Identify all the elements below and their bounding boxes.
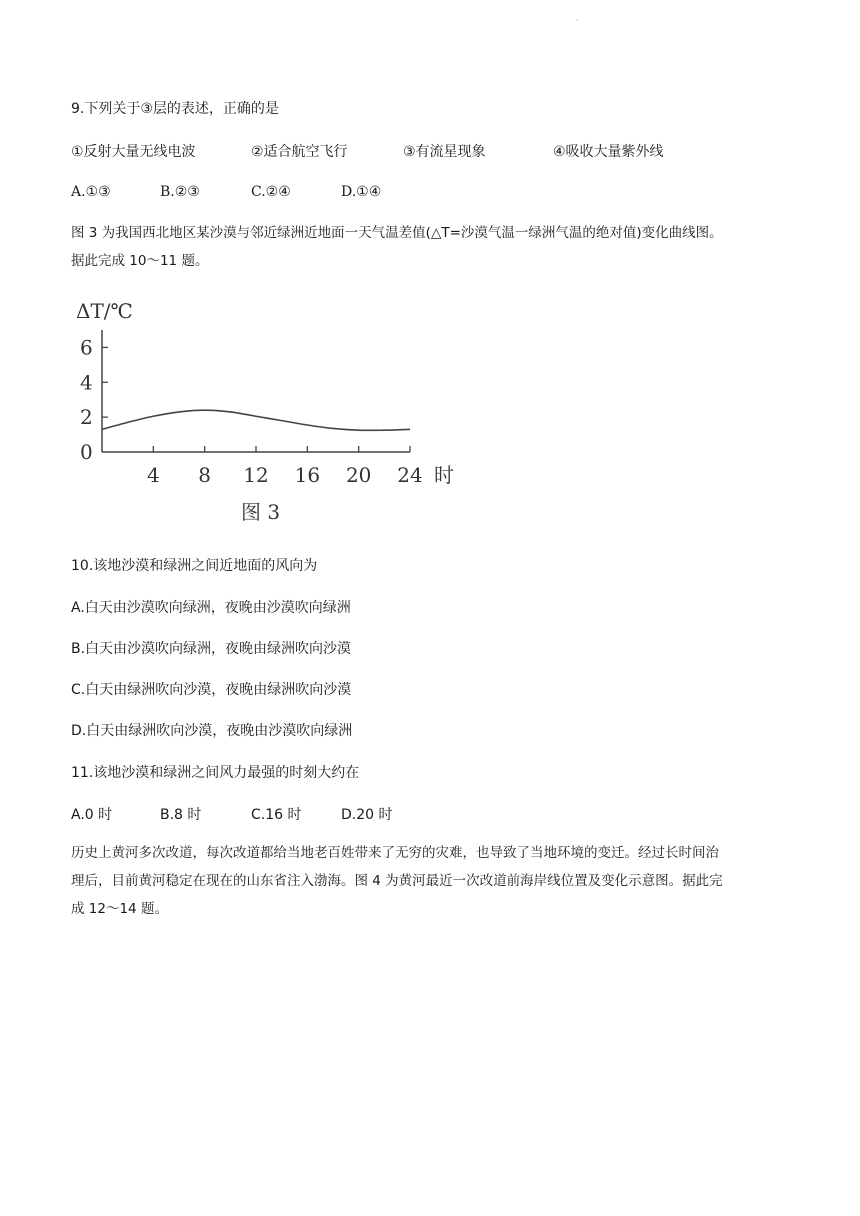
x-tick-label: 20 [345, 463, 372, 487]
q11-option-a: A.0 时 [71, 807, 113, 823]
q9-item-2: ②适合航空飞行 [251, 144, 348, 160]
q10-option-c: C.白天由绿洲吹向沙漠，夜晚由绿洲吹向沙漠 [71, 682, 352, 698]
intro-paragraph-1 [71, 219, 811, 275]
q10-stem: 10.该地沙漠和绿洲之间近地面的风向为 [71, 558, 318, 574]
intro2-line-2: 理后，目前黄河稳定在现在的山东省注入渤海。图 4 为黄河最近一次改道前海岸线位置及变化示意图。据此完 [71, 873, 723, 889]
q10-option-b: B.白天由沙漠吹向绿洲，夜晚由绿洲吹向沙漠 [71, 641, 352, 657]
intro-paragraph-2 [71, 839, 811, 923]
q9-item-3: ③有流星现象 [403, 144, 486, 160]
q9-item-1: ①反射大量无线电波 [71, 144, 196, 160]
x-tick-label: 24 [397, 463, 423, 487]
x-tick-label: 8 [198, 463, 212, 487]
y-tick-label: 4 [80, 370, 93, 395]
q11-stem: 11.该地沙漠和绿洲之间风力最强的时刻大约在 [71, 765, 360, 781]
x-tick-label: 4 [146, 463, 160, 487]
q9-option-d: D.①④ [341, 184, 382, 200]
q9-stem: 9.下列关于③层的表述，正确的是 [71, 101, 279, 117]
q9-option-b: B.②③ [160, 184, 200, 200]
q11-option-d: D.20 时 [341, 807, 393, 823]
delta-t-curve [102, 410, 410, 430]
chart-title: 图 3 [241, 500, 281, 524]
q9-option-c: C.②④ [251, 184, 291, 200]
y-tick-label: 6 [80, 335, 93, 360]
x-axis-label: 时 [434, 463, 454, 487]
q11-option-c: C.16 时 [251, 807, 302, 823]
q10-option-d: D.白天由绿洲吹向沙漠，夜晚由沙漠吹向绿洲 [71, 723, 353, 739]
intro1-line-1: 图 3 为我国西北地区某沙漠与邻近绿洲近地面一天气温差值(△T=沙漠气温一绿洲气温的绝对值)变化曲线图。 [71, 225, 723, 241]
y-tick-label: 2 [80, 405, 93, 430]
q10-option-a: A.白天由沙漠吹向绿洲，夜晚由沙漠吹向绿洲 [71, 600, 351, 616]
x-tick-label: 12 [243, 463, 269, 487]
header-dot: · [576, 16, 579, 25]
x-tick-label: 16 [294, 463, 321, 487]
intro2-line-3: 成 12～14 题。 [71, 901, 168, 917]
intro1-line-2: 据此完成 10～11 题。 [71, 253, 209, 269]
q9-item-4: ④吸收大量紫外线 [553, 144, 664, 160]
figure-3-chart [68, 290, 468, 530]
y-tick-label: 0 [80, 440, 93, 464]
intro2-line-1: 历史上黄河多次改道，每次改道都给当地老百姓带来了无穷的灾难，也导致了当地环境的变迁。经过长时间治 [71, 845, 719, 861]
q11-option-b: B.8 时 [160, 807, 202, 823]
q9-option-a: A.①③ [71, 184, 111, 200]
y-axis-label: ΔT/℃ [76, 299, 133, 323]
